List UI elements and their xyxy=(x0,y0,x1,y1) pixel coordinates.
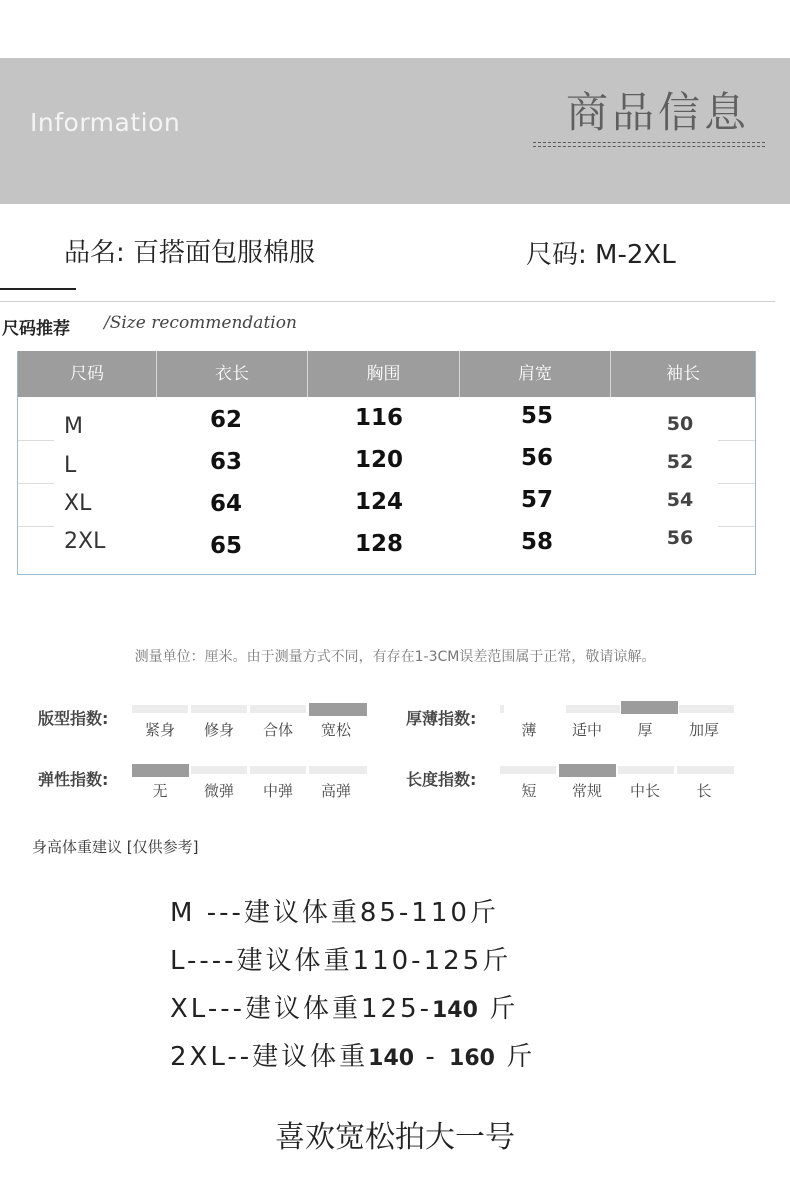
shoulder-cell: 58 xyxy=(520,529,553,555)
thickness-option: 适中 xyxy=(571,721,602,739)
elasticity-index-bar xyxy=(191,766,247,774)
weight-advice-unit: 斤 xyxy=(494,1042,536,1072)
header-size: 尺码 xyxy=(70,364,104,384)
measurement-note: 测量单位：厘米。由于测量方式不同，有存在1-3CM误差范围属于正常，敬请谅解。 xyxy=(134,649,656,665)
sleeve-cell: 52 xyxy=(666,451,694,473)
length-cell: 63 xyxy=(209,449,242,475)
size-tip: 喜欢宽松拍大一号 xyxy=(275,1120,515,1155)
fit-index-bar xyxy=(250,705,306,713)
thickness-option: 加厚 xyxy=(688,721,719,739)
weight-advice-line xyxy=(170,1036,535,1073)
section-divider xyxy=(0,301,775,302)
fit-option: 宽松 xyxy=(320,721,351,739)
header-length: 衣长 xyxy=(215,364,249,384)
weight-advice-text: XL---建议体重125- xyxy=(170,994,432,1024)
header-shoulder: 肩宽 xyxy=(518,364,552,384)
size-cell-m: M xyxy=(64,414,83,439)
accent-divider xyxy=(0,288,76,290)
thickness-index-label: 厚薄指数: xyxy=(406,709,477,728)
elasticity-index-bar-selected xyxy=(132,764,189,777)
chest-cell: 116 xyxy=(354,405,403,431)
fit-index-bar xyxy=(191,705,247,713)
sleeve-cell: 50 xyxy=(666,413,694,435)
elasticity-option: 中弹 xyxy=(262,782,293,800)
size-rec-subtitle: /Size recommendation xyxy=(104,313,297,333)
thickness-index-bar xyxy=(566,705,620,713)
fit-option: 合体 xyxy=(262,721,293,739)
elasticity-index-label: 弹性指数: xyxy=(38,770,109,789)
weight-advice-text: M ---建议体重85-110斤 xyxy=(170,898,499,928)
shoulder-cell: 57 xyxy=(520,487,553,513)
shoulder-cell: 56 xyxy=(520,445,553,471)
weight-advice-title: 身高体重建议 [仅供参考] xyxy=(32,838,199,856)
banner-divider xyxy=(533,146,765,147)
weight-advice-line xyxy=(170,892,499,929)
fit-index-bar-selected xyxy=(309,703,367,716)
chest-cell: 128 xyxy=(354,531,403,557)
row-divider xyxy=(18,483,54,484)
length-cell: 65 xyxy=(209,533,242,559)
header-sleeve: 袖长 xyxy=(666,364,700,384)
weight-advice-line xyxy=(170,940,511,977)
length-index-bar xyxy=(500,766,556,774)
banner-divider xyxy=(533,142,765,143)
size-table-header xyxy=(18,351,755,397)
shoulder-cell: 55 xyxy=(520,403,553,429)
thickness-option: 厚 xyxy=(637,721,653,739)
fit-index-label: 版型指数: xyxy=(38,709,109,728)
elasticity-index-bar xyxy=(309,766,367,774)
size-cell-2xl: 2XL xyxy=(64,529,106,554)
elasticity-index-bar xyxy=(250,766,306,774)
product-name: 品名: 百搭面包服棉服 xyxy=(64,238,316,268)
row-divider xyxy=(18,526,54,527)
weight-advice-text xyxy=(478,994,489,1024)
weight-advice-bold-value: 160 xyxy=(449,1046,495,1071)
header-chest: 胸围 xyxy=(366,364,401,384)
row-divider xyxy=(718,526,755,527)
length-index-label: 长度指数: xyxy=(406,770,477,789)
weight-advice-bold-value: 140 xyxy=(368,1046,415,1071)
thickness-index-bar xyxy=(679,705,734,713)
sleeve-cell: 54 xyxy=(666,489,694,511)
weight-advice-text: L----建议体重110-125斤 xyxy=(170,946,512,976)
length-option: 短 xyxy=(521,782,537,800)
weight-advice-text: 2XL--建议体重 xyxy=(170,1042,369,1072)
length-option: 常规 xyxy=(571,782,602,800)
length-cell: 64 xyxy=(209,491,242,517)
row-divider xyxy=(718,483,755,484)
length-index-bar xyxy=(677,766,734,774)
banner-title-cn: 商品信息 xyxy=(566,88,751,137)
thickness-option: 薄 xyxy=(521,721,537,739)
size-cell-l: L xyxy=(64,453,77,478)
size-table xyxy=(17,351,756,575)
fit-index-bar xyxy=(132,705,188,713)
length-index-bar xyxy=(618,766,674,774)
length-option: 中长 xyxy=(629,782,660,800)
elasticity-option: 无 xyxy=(152,782,168,800)
fit-option: 修身 xyxy=(203,721,234,739)
sleeve-cell: 56 xyxy=(666,527,694,549)
size-cell-xl: XL xyxy=(64,491,92,516)
chest-cell: 120 xyxy=(354,447,403,473)
length-cell: 62 xyxy=(209,407,242,433)
thickness-index-bar xyxy=(500,705,504,713)
weight-advice-bold-value: 140 xyxy=(432,998,478,1023)
row-divider xyxy=(718,440,755,441)
elasticity-option: 高弹 xyxy=(320,782,351,800)
product-size-range: 尺码: M-2XL xyxy=(526,240,676,270)
length-index-bar-selected xyxy=(559,764,616,777)
banner-title-en: Information xyxy=(30,108,181,137)
weight-advice-line xyxy=(170,988,518,1025)
elasticity-option: 微弹 xyxy=(203,782,234,800)
weight-advice-text: - xyxy=(414,1042,450,1072)
length-option: 长 xyxy=(696,782,712,800)
chest-cell: 124 xyxy=(354,489,403,515)
size-rec-title: 尺码推荐 xyxy=(2,319,70,339)
row-divider xyxy=(18,440,54,441)
thickness-index-bar-selected xyxy=(621,701,678,714)
fit-option: 紧身 xyxy=(144,721,175,739)
weight-advice-unit: 斤 xyxy=(489,994,519,1024)
